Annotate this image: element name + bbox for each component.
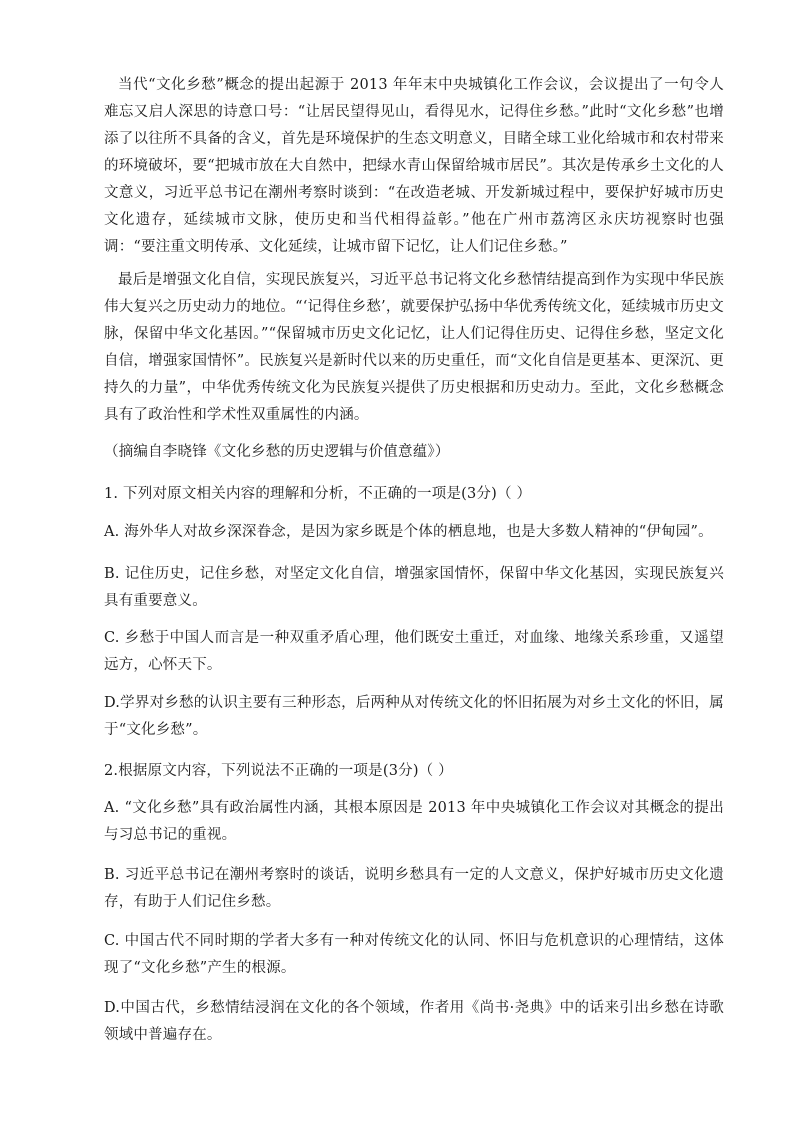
question-1-option-c: C. 乡愁于中国人而言是一种双重矛盾心理，他们既安土重迁，对血缘、地缘关系珍重，又遥望远方，心怀天下。 — [104, 630, 724, 673]
question-2-stem: 2.根据原文内容，下列说法不正确的一项是(3分)（ ） — [104, 763, 453, 779]
paragraph-urban-nostalgia-origin: 当代“文化乡愁”概念的提出起源于 2013 年年末中央城镇化工作会议，会议提出了一句令人难忘又启人深思的诗意口号：“让居民望得见山，看得见水，记得住乡愁。”此时“文化乡愁”也增添了以往所不具备的含义，首先是环境保护的生态文明意义，目睹全球工业化给城市和农村带来的环境破坏，要“把城市放在大自然中，把绿水青山保留给城市居民”。其次是传承乡土文化的人文意义，习近平总书记在潮州考察时谈到：“在改造老城、开发新城过程中，要保护好城市历史文化遗存，延续城市文脉，使历史和当代相得益彰。”他在广州市荔湾区永庆坊视察时也强调：“要注重文明传承、文化延续，让城市留下记忆，让人们记住乡愁。” — [104, 77, 724, 255]
question-1-stem: 1. 下列对原文相关内容的理解和分析，不正确的一项是(3分)（ ） — [104, 486, 532, 502]
question-1-option-a: A. 海外华人对故乡深深眷念，是因为家乡既是个体的栖息地，也是大多数人精神的“伊甸园”。 — [104, 524, 713, 540]
question-2-option-c: C. 中国古代不同时期的学者大多有一种对传统文化的认同、怀旧与危机意识的心理情结，这体现了“文化乡愁”产生的根源。 — [104, 933, 724, 976]
question-1-option-b: B. 记住历史，记住乡愁，对坚定文化自信，增强家国情怀，保留中华文化基因，实现民族复兴具有重要意义。 — [104, 566, 724, 609]
question-2-option-b: B. 习近平总书记在潮州考察时的谈话，说明乡愁具有一定的人文意义，保护好城市历史文化遗存，有助于人们记住乡愁。 — [104, 867, 724, 910]
question-2-option-a: A. “文化乡愁”具有政治属性内涵，其根本原因是 2013 年中央城镇化工作会议对其概念的提出与习总书记的重视。 — [104, 800, 724, 843]
question-1-option-d: D.学界对乡愁的认识主要有三种形态，后两种从对传统文化的怀旧拓展为对乡土文化的怀旧，属于“文化乡愁”。 — [104, 695, 724, 738]
question-2-option-d: D.中国古代，乡愁情结浸润在文化的各个领域，作者用《尚书·尧典》中的话来引出乡愁在诗歌领域中普遍存在。 — [104, 1000, 724, 1043]
paragraph-cultural-confidence: 最后是增强文化自信，实现民族复兴，习近平总书记将文化乡愁情结提高到作为实现中华民族伟大复兴之历史动力的地位。“‘记得住乡愁’，就要保护弘扬中华优秀传统文化，延续城市历史文脉，保留中华文化基因。”“保留城市历史文化记忆，让人们记得住历史、记得住乡愁，坚定文化自信，增强家国情怀”。民族复兴是新时代以来的历史重任，而“文化自信是更基本、更深沉、更持久的力量”，中华优秀传统文化为民族复兴提供了历史根据和历史动力。至此，文化乡愁概念具有了政治性和学术性双重属性的内涵。 — [104, 272, 724, 423]
source-citation: （摘编自李晓锋《文化乡愁的历史逻辑与价值意蕴》） — [104, 444, 450, 460]
